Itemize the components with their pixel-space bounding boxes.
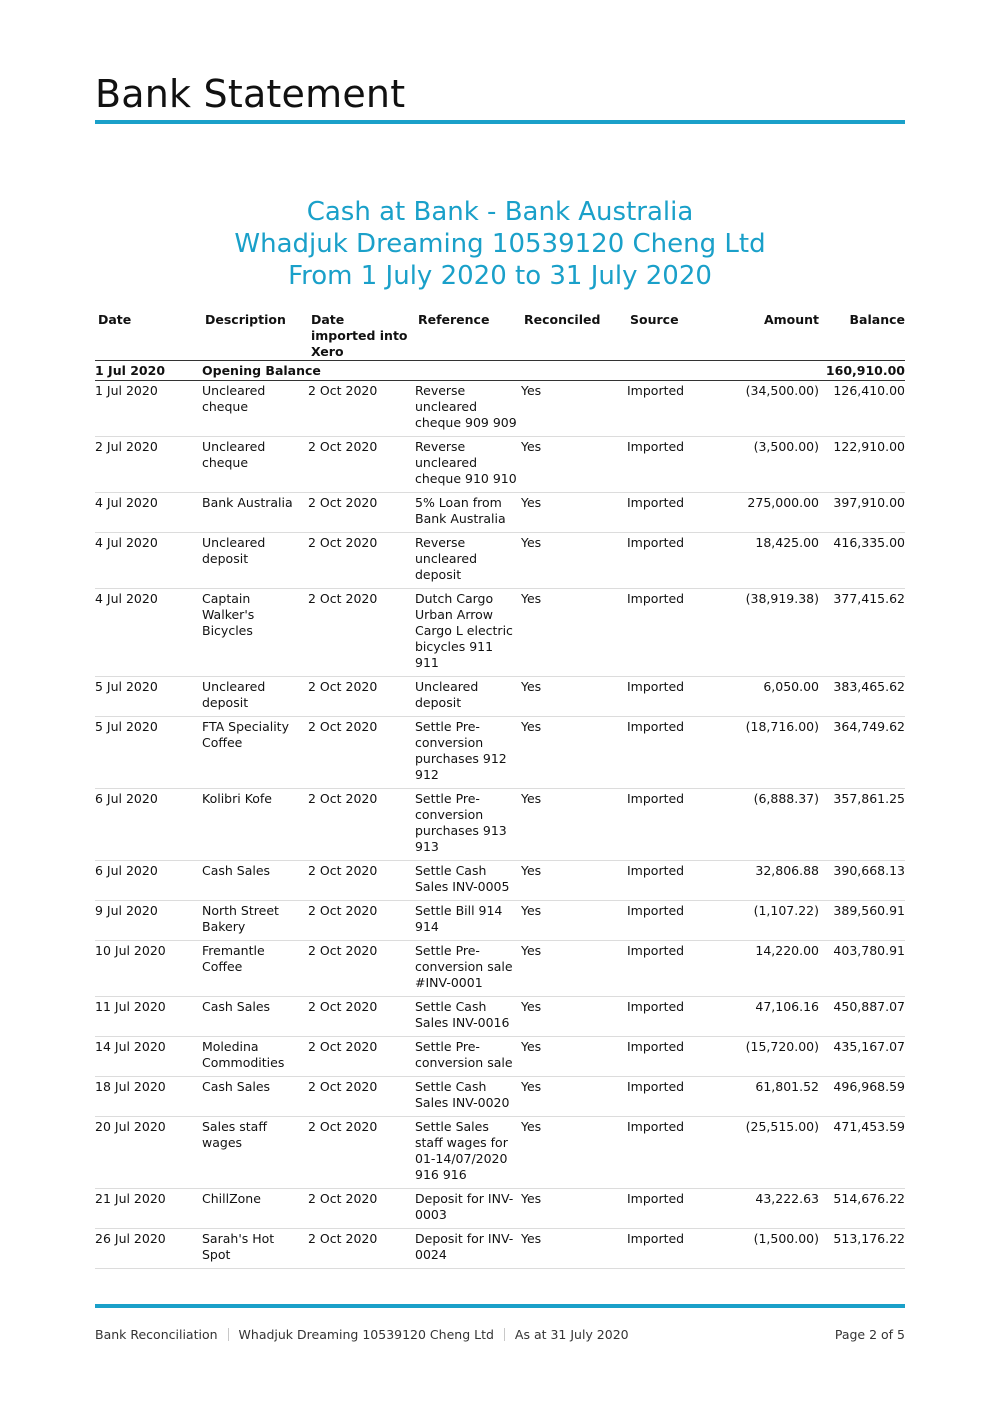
row-date-imported: 2 Oct 2020 [308,861,415,901]
title-divider [95,120,905,124]
row-date-imported: 2 Oct 2020 [308,677,415,717]
table-row [95,1117,905,1189]
row-source: Imported [627,493,733,533]
row-date: 6 Jul 2020 [95,789,202,861]
row-reconciled: Yes [521,1229,627,1269]
row-amount: 275,000.00 [733,493,819,533]
row-balance: 364,749.62 [819,717,905,789]
row-source: Imported [627,1077,733,1117]
row-balance: 397,910.00 [819,493,905,533]
table-row [95,717,905,789]
report-header [95,196,905,292]
row-balance: 403,780.91 [819,941,905,997]
row-source: Imported [627,1117,733,1189]
row-reference: Settle Pre-conversion sale [415,1037,521,1077]
table-row [95,589,905,677]
row-date: 5 Jul 2020 [95,717,202,789]
table-row [95,997,905,1037]
page-title: Bank Statement [95,72,406,116]
report-account-line: Cash at Bank - Bank Australia [306,197,694,227]
table-row [95,1189,905,1229]
row-reference: Settle Cash Sales INV-0005 [415,861,521,901]
row-balance: 513,176.22 [819,1229,905,1269]
row-date-imported: 2 Oct 2020 [308,589,415,677]
footer-separator [228,1328,229,1341]
row-reconciled: Yes [521,997,627,1037]
row-balance: 357,861.25 [819,789,905,861]
row-amount: (6,888.37) [733,789,819,861]
row-description: Cash Sales [202,1077,308,1117]
row-amount: (1,500.00) [733,1229,819,1269]
row-date-imported: 2 Oct 2020 [308,533,415,589]
row-date: 6 Jul 2020 [95,861,202,901]
row-amount: 18,425.00 [733,533,819,589]
row-reconciled: Yes [521,1077,627,1117]
row-amount: (38,919.38) [733,589,819,677]
col-header-source: Source [627,312,733,361]
row-description: Fremantle Coffee [202,941,308,997]
row-date-imported: 2 Oct 2020 [308,1077,415,1117]
row-reference: Settle Bill 914 914 [415,901,521,941]
row-reconciled: Yes [521,1037,627,1077]
row-reference: Settle Sales staff wages for 01-14/07/2020 916 916 [415,1117,521,1189]
row-reference: Uncleared deposit [415,677,521,717]
row-date-imported: 2 Oct 2020 [308,437,415,493]
table-row [95,533,905,589]
row-reference: Reverse uncleared cheque 910 910 [415,437,521,493]
row-amount: 47,106.16 [733,997,819,1037]
row-balance: 389,560.91 [819,901,905,941]
row-source: Imported [627,381,733,437]
row-description: ChillZone [202,1189,308,1229]
opening-balance-row [95,361,905,381]
row-date-imported: 2 Oct 2020 [308,941,415,997]
row-date-imported: 2 Oct 2020 [308,1229,415,1269]
table-row [95,901,905,941]
row-reconciled: Yes [521,437,627,493]
row-source: Imported [627,533,733,589]
row-date: 9 Jul 2020 [95,901,202,941]
row-reference: Deposit for INV-0024 [415,1229,521,1269]
row-source: Imported [627,901,733,941]
row-date: 4 Jul 2020 [95,533,202,589]
row-description: Captain Walker's Bicycles [202,589,308,677]
row-description: Uncleared cheque [202,381,308,437]
row-balance: 416,335.00 [819,533,905,589]
row-date-imported: 2 Oct 2020 [308,493,415,533]
row-reconciled: Yes [521,1189,627,1229]
row-reconciled: Yes [521,533,627,589]
col-header-description: Description [202,312,308,361]
row-source: Imported [627,589,733,677]
row-date-imported: 2 Oct 2020 [308,381,415,437]
row-date: 2 Jul 2020 [95,437,202,493]
table-row [95,437,905,493]
table-header-row [95,312,905,361]
row-amount: (1,107.22) [733,901,819,941]
row-amount: (34,500.00) [733,381,819,437]
row-date: 20 Jul 2020 [95,1117,202,1189]
table-row [95,677,905,717]
row-description: Uncleared deposit [202,533,308,589]
footer-report-name: Bank Reconciliation [95,1327,218,1342]
row-reconciled: Yes [521,493,627,533]
row-amount: 43,222.63 [733,1189,819,1229]
row-date: 1 Jul 2020 [95,381,202,437]
row-amount: (18,716.00) [733,717,819,789]
row-description: Bank Australia [202,493,308,533]
footer-org-name: Whadjuk Dreaming 10539120 Cheng Ltd [238,1327,494,1342]
row-description: Moledina Commodities [202,1037,308,1077]
row-balance: 435,167.07 [819,1037,905,1077]
row-source: Imported [627,717,733,789]
table-row [95,1229,905,1269]
row-reconciled: Yes [521,901,627,941]
row-description: Cash Sales [202,861,308,901]
row-description: Cash Sales [202,997,308,1037]
row-description: Uncleared deposit [202,677,308,717]
row-date: 14 Jul 2020 [95,1037,202,1077]
col-header-amount: Amount [733,312,819,361]
row-reference: Settle Pre-conversion sale #INV-0001 [415,941,521,997]
row-reference: Reverse uncleared deposit [415,533,521,589]
row-amount: 6,050.00 [733,677,819,717]
footer-page-number: Page 2 of 5 [834,1327,905,1342]
row-date-imported: 2 Oct 2020 [308,789,415,861]
row-amount: (15,720.00) [733,1037,819,1077]
table-row [95,789,905,861]
footer-divider [95,1304,905,1308]
row-date: 4 Jul 2020 [95,589,202,677]
col-header-date-imported: Date imported into Xero [308,312,415,361]
row-source: Imported [627,1229,733,1269]
row-date-imported: 2 Oct 2020 [308,1189,415,1229]
row-amount: 32,806.88 [733,861,819,901]
table-row [95,861,905,901]
footer-separator [504,1328,505,1341]
row-date-imported: 2 Oct 2020 [308,717,415,789]
row-reference: Settle Cash Sales INV-0016 [415,997,521,1037]
row-balance: 496,968.59 [819,1077,905,1117]
row-source: Imported [627,789,733,861]
row-reconciled: Yes [521,941,627,997]
col-header-date: Date [95,312,202,361]
row-source: Imported [627,1037,733,1077]
row-reconciled: Yes [521,1117,627,1189]
row-date-imported: 2 Oct 2020 [308,997,415,1037]
row-description: North Street Bakery [202,901,308,941]
row-amount: 14,220.00 [733,941,819,997]
row-source: Imported [627,1189,733,1229]
row-source: Imported [627,941,733,997]
row-description: Sales staff wages [202,1117,308,1189]
table-row [95,1037,905,1077]
col-header-balance: Balance [819,312,905,361]
row-description: Sarah's Hot Spot [202,1229,308,1269]
row-balance: 383,465.62 [819,677,905,717]
row-reconciled: Yes [521,677,627,717]
row-reference: Dutch Cargo Urban Arrow Cargo L electric bicycles 911 911 [415,589,521,677]
row-source: Imported [627,997,733,1037]
row-reference: Settle Pre-conversion purchases 913 913 [415,789,521,861]
report-period-line: From 1 July 2020 to 31 July 2020 [288,261,712,291]
table-row [95,1077,905,1117]
row-balance: 122,910.00 [819,437,905,493]
row-date: 4 Jul 2020 [95,493,202,533]
row-date: 10 Jul 2020 [95,941,202,997]
table-row [95,381,905,437]
row-reconciled: Yes [521,861,627,901]
row-date-imported: 2 Oct 2020 [308,1037,415,1077]
col-header-reference: Reference [415,312,521,361]
row-reference: Settle Cash Sales INV-0020 [415,1077,521,1117]
row-balance: 471,453.59 [819,1117,905,1189]
statement-table [95,312,905,1269]
row-reconciled: Yes [521,589,627,677]
opening-date: 1 Jul 2020 [95,361,202,381]
table-row [95,941,905,997]
row-amount: (3,500.00) [733,437,819,493]
opening-label: Opening Balance [202,361,415,381]
row-reference: Settle Pre-conversion purchases 912 912 [415,717,521,789]
row-balance: 126,410.00 [819,381,905,437]
table-row [95,493,905,533]
row-reconciled: Yes [521,789,627,861]
report-org-line: Whadjuk Dreaming 10539120 Cheng Ltd [234,229,766,259]
row-source: Imported [627,677,733,717]
row-description: Kolibri Kofe [202,789,308,861]
row-date: 11 Jul 2020 [95,997,202,1037]
row-amount: 61,801.52 [733,1077,819,1117]
row-description: FTA Speciality Coffee [202,717,308,789]
row-date-imported: 2 Oct 2020 [308,1117,415,1189]
page-footer [95,1327,905,1342]
col-header-reconciled: Reconciled [521,312,627,361]
row-reference: Deposit for INV-0003 [415,1189,521,1229]
row-reconciled: Yes [521,381,627,437]
row-date: 21 Jul 2020 [95,1189,202,1229]
row-date-imported: 2 Oct 2020 [308,901,415,941]
row-description: Uncleared cheque [202,437,308,493]
row-date: 26 Jul 2020 [95,1229,202,1269]
row-balance: 514,676.22 [819,1189,905,1229]
row-balance: 377,415.62 [819,589,905,677]
row-date: 18 Jul 2020 [95,1077,202,1117]
opening-balance-value: 160,910.00 [819,361,905,381]
footer-as-at: As at 31 July 2020 [514,1327,629,1342]
row-date: 5 Jul 2020 [95,677,202,717]
row-reference: Reverse uncleared cheque 909 909 [415,381,521,437]
row-amount: (25,515.00) [733,1117,819,1189]
row-source: Imported [627,861,733,901]
row-balance: 450,887.07 [819,997,905,1037]
row-reference: 5% Loan from Bank Australia [415,493,521,533]
row-source: Imported [627,437,733,493]
row-reconciled: Yes [521,717,627,789]
row-balance: 390,668.13 [819,861,905,901]
